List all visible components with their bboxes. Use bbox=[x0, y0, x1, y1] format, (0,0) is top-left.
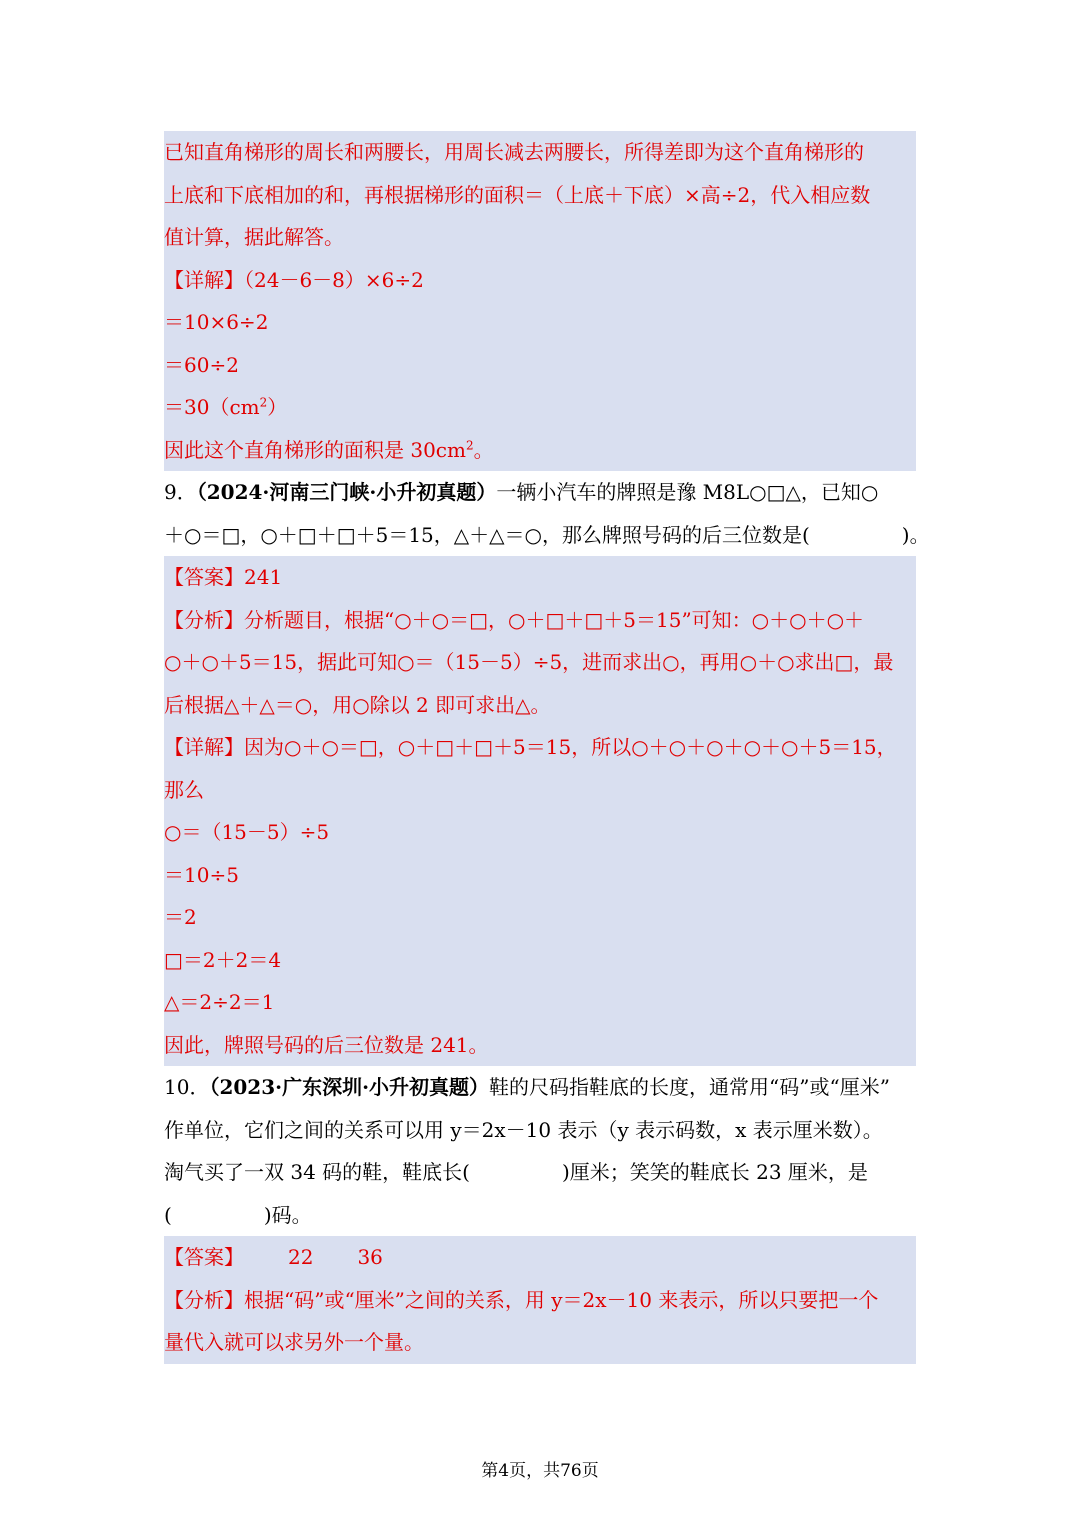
step-line: △＝2÷2＝1 bbox=[164, 981, 916, 1024]
step-text: ＝30（cm bbox=[164, 395, 260, 419]
conclusion-line: 因此，牌照号码的后三位数是 241。 bbox=[164, 1024, 916, 1067]
detail-tag: 【详解】 bbox=[164, 735, 244, 759]
answer-block-q9 bbox=[164, 556, 916, 1066]
question-text: 一辆小汽车的牌照是豫 M8L○□△，已知○ bbox=[496, 480, 879, 504]
step-line bbox=[164, 386, 916, 429]
page-content bbox=[164, 131, 930, 1364]
question-line bbox=[164, 1194, 916, 1237]
analysis-line bbox=[164, 599, 916, 642]
question-text: 淘气买了一双 34 码的鞋，鞋底长( bbox=[164, 1160, 470, 1184]
analysis-tag: 【分析】 bbox=[164, 1287, 244, 1312]
analysis-line bbox=[164, 1279, 916, 1322]
detail-line bbox=[164, 259, 916, 302]
question-line bbox=[164, 1066, 916, 1109]
question-text: ＋○＝□，○＋□＋□＋5＝15，△＋△＝○，那么牌照号码的后三位数是( bbox=[164, 522, 810, 547]
question-number: 9． bbox=[164, 480, 197, 504]
question-9 bbox=[164, 471, 930, 556]
question-source: （2023·广东深圳·小升初真题） bbox=[209, 1075, 490, 1099]
step-line: ＝60÷2 bbox=[164, 344, 916, 387]
superscript: 2 bbox=[465, 437, 474, 452]
question-text: )厘米；笑笑的鞋底长 23 厘米，是 bbox=[561, 1160, 868, 1184]
question-number: 10． bbox=[164, 1075, 210, 1099]
question-text: )码。 bbox=[263, 1202, 312, 1227]
answer-line bbox=[164, 556, 916, 599]
detail-line bbox=[164, 726, 916, 769]
analysis-line: ○＋○＋5＝15，据此可知○＝（15－5）÷5，进而求出○，再用○＋○求出□，最 bbox=[164, 641, 916, 684]
answer-block-q10 bbox=[164, 1236, 916, 1364]
question-text: ( bbox=[164, 1202, 172, 1227]
conclusion-text: 。 bbox=[473, 437, 494, 462]
analysis-line: 已知直角梯形的周长和两腰长，用周长减去两腰长，所得差即为这个直角梯形的 bbox=[164, 131, 916, 174]
question-source: （2024·河南三门峡·小升初真题） bbox=[196, 480, 497, 504]
conclusion-text: 因此这个直角梯形的面积是 30cm bbox=[164, 437, 466, 462]
analysis-tag: 【分析】 bbox=[164, 607, 244, 632]
analysis-text: 根据“码”或“厘米”之间的关系，用 y＝2x－10 来表示，所以只要把一个 bbox=[244, 1287, 879, 1312]
analysis-line: 值计算，据此解答。 bbox=[164, 216, 916, 259]
question-line bbox=[164, 1151, 916, 1194]
step-line: ＝2 bbox=[164, 896, 916, 939]
answer-value: 36 bbox=[357, 1245, 383, 1269]
answer-tag: 【答案】 bbox=[164, 565, 244, 589]
detail-tag: 【详解】 bbox=[164, 267, 244, 292]
question-10 bbox=[164, 1066, 916, 1236]
question-text: 鞋的尺码指鞋底的长度，通常用“码”或“厘米” bbox=[489, 1075, 890, 1099]
answer-line bbox=[164, 1236, 916, 1279]
answer-block-q8 bbox=[164, 131, 916, 471]
detail-text: （24－6－8）×6÷2 bbox=[244, 267, 424, 292]
analysis-line: 量代入就可以求另外一个量。 bbox=[164, 1321, 916, 1364]
question-line bbox=[164, 471, 916, 514]
superscript: 2 bbox=[259, 395, 268, 410]
detail-line: 那么 bbox=[164, 769, 916, 812]
question-line bbox=[164, 514, 930, 557]
answer-value: 22 bbox=[288, 1245, 314, 1269]
step-line: □＝2＋2＝4 bbox=[164, 939, 916, 982]
page-footer: 第4页，共76页 bbox=[481, 1461, 599, 1481]
analysis-text: 分析题目，根据“○＋○＝□，○＋□＋□＋5＝15”可知：○＋○＋○＋ bbox=[244, 607, 865, 632]
question-text: )。 bbox=[901, 522, 930, 547]
step-line: ＝10×6÷2 bbox=[164, 301, 916, 344]
analysis-line: 上底和下底相加的和，再根据梯形的面积＝（上底＋下底）×高÷2，代入相应数 bbox=[164, 174, 916, 217]
analysis-line: 后根据△＋△＝○，用○除以 2 即可求出△。 bbox=[164, 684, 916, 727]
step-text: ） bbox=[267, 395, 288, 419]
answer-tag: 【答案】 bbox=[164, 1245, 244, 1269]
step-line: ○＝（15－5）÷5 bbox=[164, 811, 916, 854]
step-line: ＝10÷5 bbox=[164, 854, 916, 897]
detail-text: 因为○＋○＝□，○＋□＋□＋5＝15，所以○＋○＋○＋○＋○＋5＝15， bbox=[244, 735, 897, 759]
answer-value: 241 bbox=[244, 565, 283, 589]
conclusion-line bbox=[164, 429, 916, 472]
question-line: 作单位，它们之间的关系可以用 y＝2x－10 表示（y 表示码数，x 表示厘米数）。 bbox=[164, 1117, 883, 1142]
